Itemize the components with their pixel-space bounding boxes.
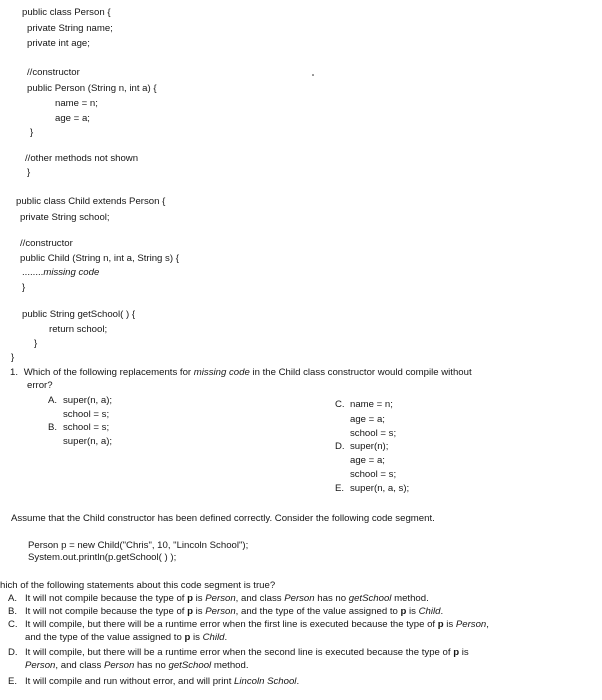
code-line: private String school; — [20, 212, 110, 223]
code-line: //constructor — [20, 238, 73, 249]
code-line: public class Person { — [22, 7, 111, 18]
code-segment-line: Person p = new Child("Chris", 10, "Lincoln School"); — [28, 540, 249, 551]
code-line: public String getSchool( ) { — [22, 309, 136, 320]
answer-b-text: It will not compile because the type of p is Person, and the type of the value assigned to p is Child. — [25, 606, 444, 617]
code-line: public Person (String n, int a) { — [27, 83, 157, 94]
option-c-line: name = n; — [350, 399, 393, 410]
option-b-line: school = s; — [63, 422, 110, 433]
answer-c-text-cont: and the type of the value assigned to p is Child. — [25, 632, 228, 643]
answer-a-text: It will not compile because the type of p is Person, and class Person has no getSchool method. — [25, 593, 429, 604]
option-c-label: C. — [335, 399, 345, 410]
option-b-label: B. — [48, 422, 58, 433]
answer-d-label: D. — [8, 647, 18, 658]
code-line: return school; — [49, 324, 108, 335]
option-d-label: D. — [335, 441, 345, 452]
missing-code: missing code — [43, 267, 100, 278]
code-line: public class Child extends Person { — [16, 196, 166, 207]
question-1-stem-cont: error? — [27, 380, 53, 391]
answer-c-label: C. — [8, 619, 18, 630]
code-line: } — [22, 282, 26, 293]
answer-e-label: E. — [8, 676, 18, 687]
option-c-line: age = a; — [350, 414, 385, 425]
option-e-label: E. — [335, 483, 345, 494]
option-d-line: school = s; — [350, 469, 397, 480]
question-2-stem: hich of the following statements about this code segment is true? — [0, 580, 276, 591]
option-c-line: school = s; — [350, 428, 397, 439]
code-line: public Child (String n, int a, String s) { — [20, 253, 179, 264]
code-line: } — [30, 127, 34, 138]
code-line-missing — [22, 267, 99, 279]
option-a-line: school = s; — [63, 409, 110, 420]
code-line: name = n; — [55, 98, 98, 109]
code-line: } — [34, 338, 38, 349]
answer-d-text-cont: Person, and class Person has no getSchool method. — [25, 660, 249, 671]
answer-a-label: A. — [8, 593, 18, 604]
option-e-line: super(n, a, s); — [350, 483, 410, 494]
option-a-line: super(n, a); — [63, 395, 113, 406]
scan-speck — [312, 74, 314, 76]
answer-d-text: It will compile, but there will be a runtime error when the second line is executed because the type of p is — [25, 647, 469, 658]
assume-statement: Assume that the Child constructor has been defined correctly. Consider the following code segment. — [11, 513, 435, 524]
code-line: } — [27, 167, 31, 178]
option-b-line: super(n, a); — [63, 436, 113, 447]
code-line: } — [11, 352, 15, 363]
option-d-line: age = a; — [350, 455, 385, 466]
question-number: 1. — [10, 367, 19, 378]
answer-c-text: It will compile, but there will be a runtime error when the first line is executed because the type of p is Person, — [25, 619, 489, 630]
code-segment-line: System.out.println(p.getSchool( ) ); — [28, 552, 177, 563]
code-line: age = a; — [55, 113, 90, 124]
answer-b-label: B. — [8, 606, 18, 617]
code-line: //constructor — [27, 67, 80, 78]
option-d-line: super(n); — [350, 441, 389, 452]
code-line: private int age; — [27, 38, 90, 49]
code-line: private String name; — [27, 23, 113, 34]
question-1-stem: 1. Which of the following replacements for missing code in the Child class constructor would compile without — [10, 367, 472, 378]
missing-dots: ........ — [22, 267, 44, 278]
option-a-label: A. — [48, 395, 58, 406]
answer-e-text: It will compile and run without error, and will print Lincoln School. — [25, 676, 300, 687]
code-line: //other methods not shown — [25, 153, 139, 164]
